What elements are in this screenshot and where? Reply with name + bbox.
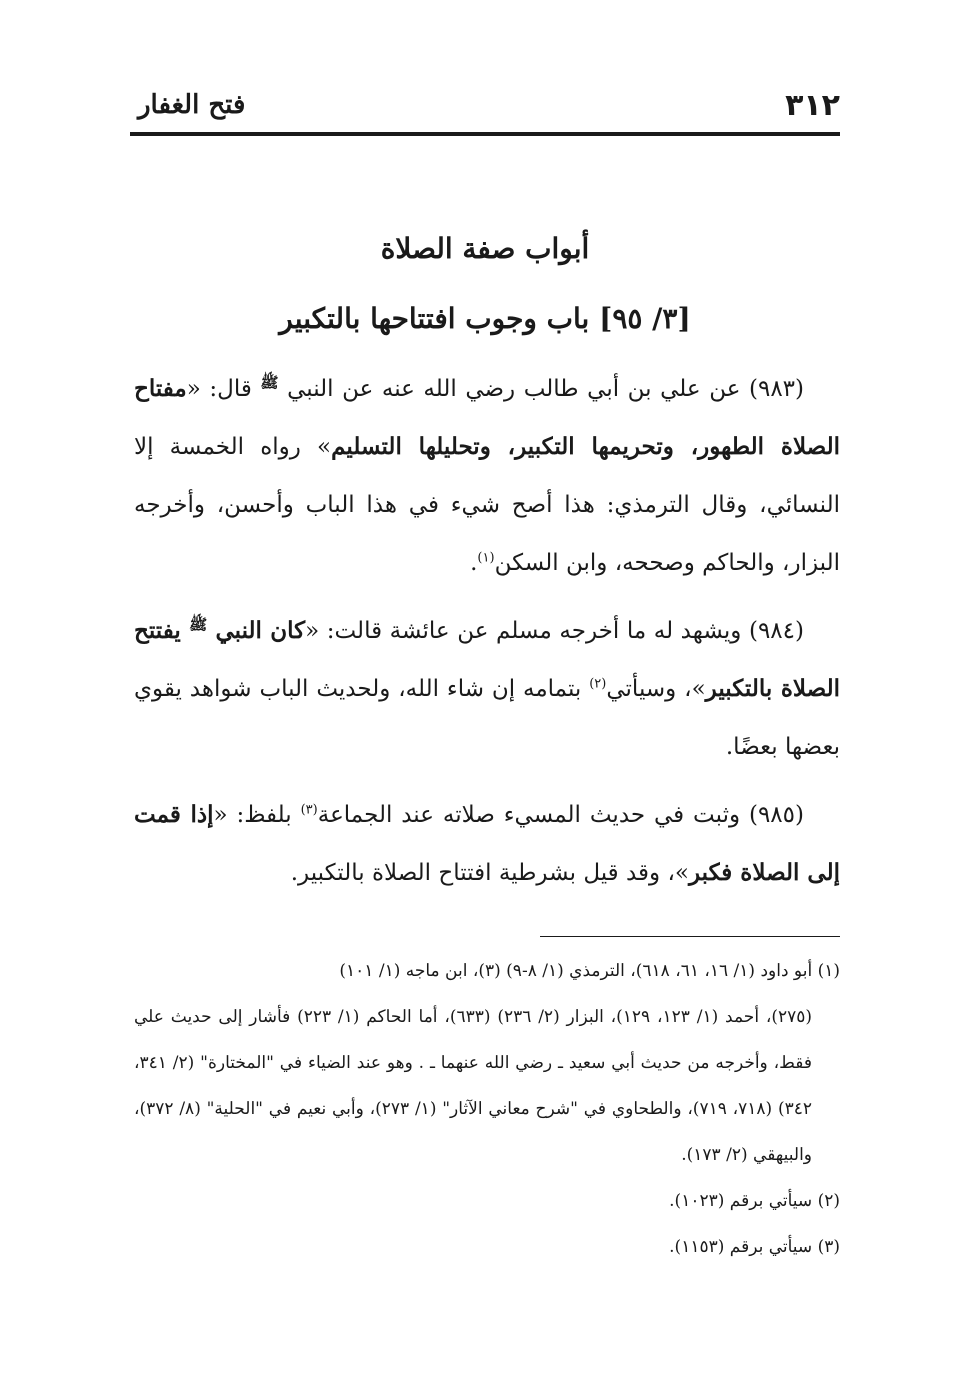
footnote-1 [134,948,840,1178]
paragraph-text: (٩٨٤) ويشهد له ما أخرجه مسلم عن عائشة قالت: « [305,618,804,644]
paragraph-text: (٩٨٥) وثبت في حديث المسيء صلاته عند الجماعة [317,802,804,828]
book-title: فتح الغفار [138,90,246,120]
paragraph-text: بتمامه إن شاء الله، ولحديث الباب شواهد يقوي بعضها بعضًا. [134,676,840,760]
page-number: ٣١٢ [785,88,840,123]
footnote-marker[interactable]: (٣) [300,802,318,818]
hadith-quote: إذا قمت إلى الصلاة فكبر [134,801,840,886]
paragraph-text: قال: « [186,376,261,402]
paragraph-text: (٩٨٣) عن علي بن أبي طالب رضي الله عنه عن النبي [278,376,805,402]
footnote-marker[interactable]: (٢) [589,676,607,692]
hadith-quote: كان النبي [207,617,306,644]
hadith-quote: يفتتح الصلاة بالتكبير [134,617,840,702]
footnotes [134,948,840,1270]
paragraph-text: . [470,550,478,576]
paragraph-text: » رواه الخمسة إلا النسائي، وقال الترمذي: هذا أصح شيء في هذا الباب وأحسن، وأخرجه البزار، والحاكم وصححه، وابن السكن [134,434,840,576]
hadith-quote: مفتاح الصلاة الطهور، وتحريمها التكبير، وتحليلها التسليم [134,375,841,460]
salawat-glyph: ﷺ [260,373,279,392]
footnote-separator [540,936,840,937]
paragraph-text: بلفظ: « [213,802,301,828]
body-text [134,360,840,912]
running-header [130,80,840,136]
salawat-glyph: ﷺ [189,615,208,634]
paragraph-text: »، وسيأتي [606,676,706,702]
hadith-paragraph-983 [134,360,840,592]
footnote-marker[interactable]: (١) [477,550,495,566]
section-title: أبواب صفة الصلاة [380,232,590,265]
hadith-paragraph-985 [134,786,840,902]
footnote-3: (٣) سيأتي برقم (١١٥٣). [669,1237,840,1257]
paragraph-text: »، وقد قيل بشرطية افتتاح الصلاة بالتكبير. [290,860,689,886]
footnote-2: (٢) سيأتي برقم (١٠٢٣). [669,1191,840,1211]
chapter-title: [٣/ ٩٥] باب وجوب افتتاحها بالتكبير [279,302,691,335]
footnote-text: (١) أبو داود (١/ ١٦، ٦١، ٦١٨)، الترمذي (١/ ٨-٩) (٣)، ابن ماجه (١/ ١٠١) [339,961,840,981]
footnote-text: (٢٧٥)، أحمد (١/ ١٢٣، ١٢٩)، البزار (٢/ ٢٣٦) (٦٣٣)، أما الحاكم (١/ ٢٢٣) فأشار إلى حديث علي فقط، وأخرجه من حديث أبي سعيد ـ رضي الله عنهما ـ . وهو عند الضياء في "المختارة" (٢/ ٣٤١، ٣٤٢) (٧١٨، ٧١٩)، والطحاوي في "شرح معاني الآثار" (١/ ٢٧٣)، وأبي نعيم في "الحلية" (٨/ ٣٧٢)، والبيهقي (٢/ ١٧٣). [134,1007,813,1165]
hadith-paragraph-984 [134,602,840,776]
header-rule [130,132,840,136]
